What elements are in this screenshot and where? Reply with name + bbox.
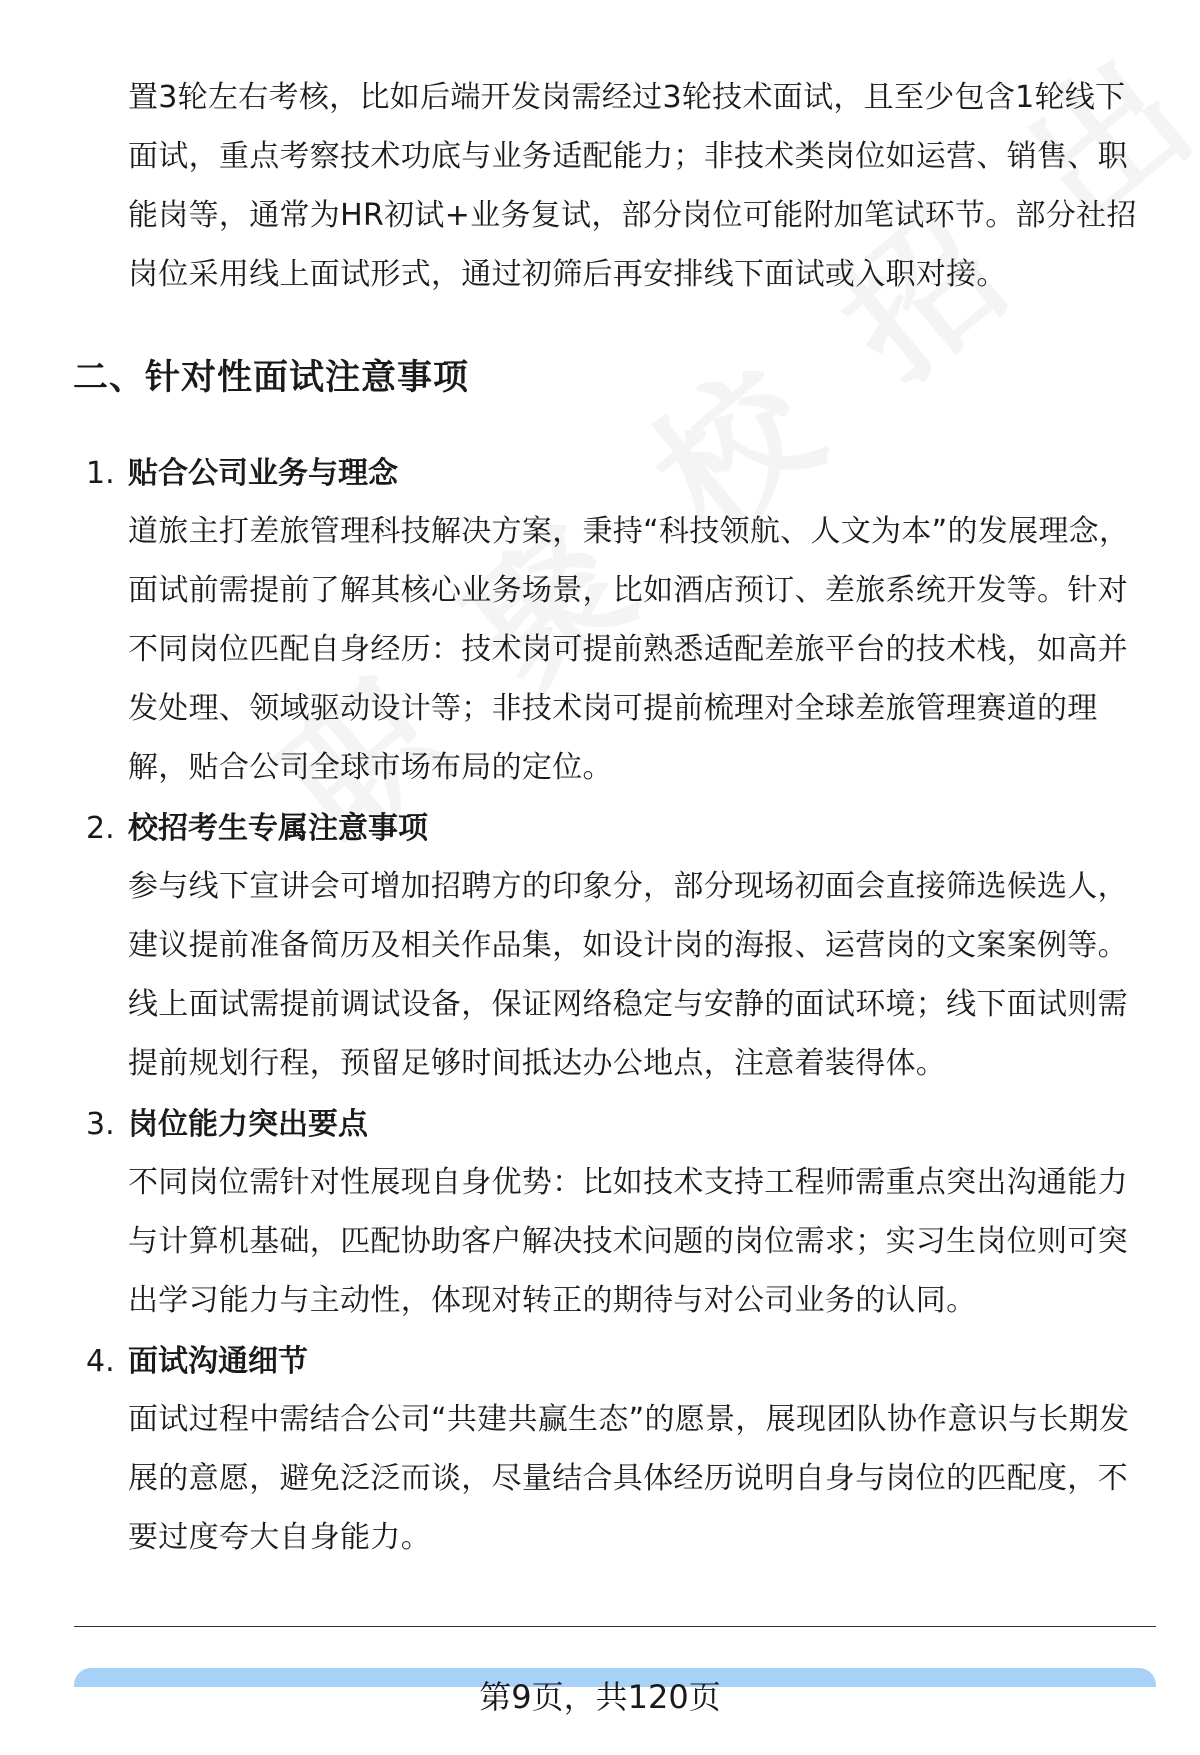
list-item-title — [86, 1342, 308, 1382]
list-item-number: 3. — [86, 1107, 115, 1142]
list-item-body: 道旅主打差旅管理科技解决方案，秉持“科技领航、人文为本”的发展理念，面试前需提前了解其核心业务场景，比如酒店预订、差旅系统开发等。针对不同岗位匹配自身经历：技术岗可提前熟悉适配差旅平台的技术栈，如高并发处理、领域驱动设计等；非技术岗可提前梳理对全球差旅管理赛道的理解，贴合公司全球市场布局的定位。 — [128, 514, 1130, 785]
list-item-title — [86, 1105, 368, 1145]
section-heading: 二、针对性面试注意事项 — [73, 358, 470, 398]
list-item-number: 4. — [86, 1344, 115, 1379]
list-item-number: 1. — [86, 456, 115, 491]
list-item-number: 2. — [86, 811, 115, 846]
list-item-label: 面试沟通细节 — [128, 1344, 308, 1379]
list-item-title — [86, 454, 398, 494]
page-number: 第9页，共120页 — [479, 1678, 721, 1716]
list-item-body: 不同岗位需针对性展现自身优势：比如技术支持工程师需重点突出沟通能力与计算机基础，匹配协助客户解决技术问题的岗位需求；实习生岗位则可突出学习能力与主动性，体现对转正的期待与对公司业务的认同。 — [128, 1165, 1128, 1318]
list-item-label: 校招考生专属注意事项 — [128, 811, 428, 846]
list-item-label: 岗位能力突出要点 — [128, 1107, 368, 1142]
list-item-body: 面试过程中需结合公司“共建共赢生态”的愿景，展现团队协作意识与长期发展的意愿，避免泛泛而谈，尽量结合具体经历说明自身与岗位的匹配度，不要过度夸大自身能力。 — [128, 1402, 1130, 1555]
list-item-label: 贴合公司业务与理念 — [128, 456, 398, 491]
footer-divider — [74, 1626, 1156, 1627]
list-item-title — [86, 809, 428, 849]
list-item-body: 参与线下宣讲会可增加招聘方的印象分，部分现场初面会直接筛选候选人，建议提前准备简历及相关作品集，如设计岗的海报、运营岗的文案案例等。线上面试需提前调试设备，保证网络稳定与安静的面试环境；线下面试则需提前规划行程，预留足够时间抵达办公地点，注意着装得体。 — [128, 869, 1128, 1081]
intro-paragraph: 置3轮左右考核，比如后端开发岗需经过3轮技术面试，且至少包含1轮线下面试，重点考察技术功底与业务适配能力；非技术类岗位如运营、销售、职能岗等，通常为HR初试+业务复试，部分岗位可能附加笔试环节。部分社招岗位采用线上面试形式，通过初筛后再安排线下面试或入职对接。 — [128, 80, 1137, 292]
